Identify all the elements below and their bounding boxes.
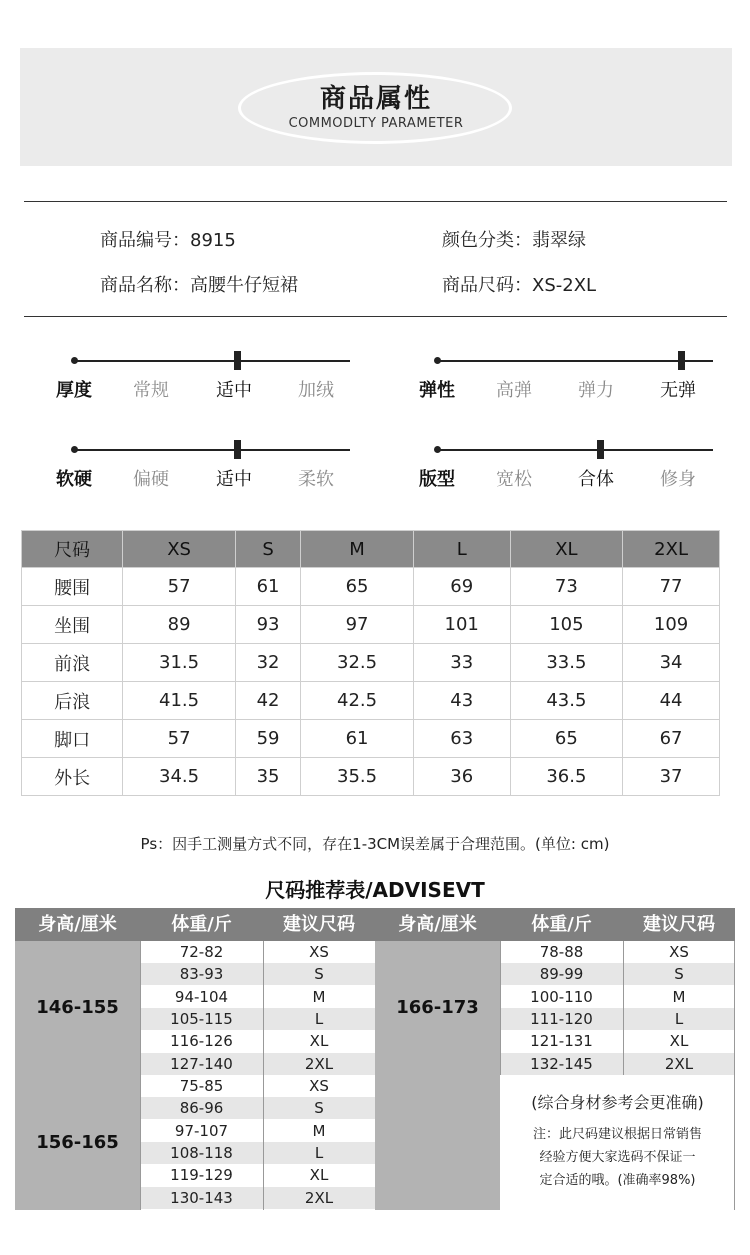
attribute-option: 常规 [133,380,169,401]
measurement-name: 腰围 [22,568,123,606]
slider-start-dot [434,357,441,364]
measurement-value: 65 [301,568,414,606]
weight-range: 72-82 [179,943,224,961]
measurement-value: 97 [301,606,414,644]
slider-track [437,449,713,451]
suggested-size: XS [309,1077,329,1095]
attribute-thickness [56,348,356,408]
slider-start-dot [71,357,78,364]
measurement-value: 33 [413,644,510,682]
item-name: 商品名称：高腰牛仔短裙 [100,275,298,296]
table-row [22,682,720,720]
measurement-note: Ps：因手工测量方式不同，存在1-3CM误差属于合理范围。(单位: cm) [140,835,610,853]
size-recommend-table [15,908,735,1210]
measurement-value: 63 [413,720,510,758]
suggested-size: XL [309,1166,329,1185]
attribute-option: 偏硬 [133,469,169,490]
attribute-label: 厚度 [56,380,92,401]
table-row [500,1008,735,1030]
measurement-value: 73 [510,568,623,606]
size-header-cell: XS [123,531,236,568]
measurement-value: 35 [235,758,300,796]
measurement-value: 41.5 [123,682,236,720]
suggested-size: M [312,987,326,1006]
recommend-tip-main: (综合身材参考会更准确) [531,1093,704,1112]
suggested-size: S [314,965,324,984]
measurement-value: 57 [123,568,236,606]
attribute-option: 无弹 [660,380,696,401]
table-row [22,568,720,606]
measurement-value: 59 [235,720,300,758]
table-row [140,1030,375,1052]
measurement-value: 33.5 [510,644,623,682]
attribute-option: 柔软 [298,469,334,490]
measurement-value: 61 [235,568,300,606]
weight-range: 121-131 [530,1032,593,1051]
measurement-name: 后浪 [22,682,123,720]
height-cell-empty [375,1075,500,1210]
weight-range: 105-115 [170,1009,233,1028]
weight-range: 94-104 [174,987,229,1006]
header-banner [20,48,732,166]
suggested-size: 2XL [304,1054,334,1073]
column-divider [263,941,264,1210]
recommend-header-cell: 体重/斤 [140,908,263,941]
table-row [140,1187,375,1209]
measurement-value: 32.5 [301,644,414,682]
suggested-size: S [314,1099,324,1118]
size-header-cell: 2XL [623,531,720,568]
suggested-size: XL [669,1032,689,1051]
weight-range: 132-145 [530,1054,593,1073]
attribute-hardness [56,437,356,497]
weight-range: 119-129 [170,1166,233,1185]
size-table-header-row [22,531,720,568]
recommend-header-cell: 建议尺码 [623,908,735,941]
measurement-value: 105 [510,606,623,644]
size-header-cell: L [413,531,510,568]
recommend-header-cell: 体重/斤 [500,908,623,941]
table-row [500,986,735,1008]
measurement-value: 57 [123,720,236,758]
weight-range: 127-140 [170,1054,233,1073]
attribute-option: 加绒 [298,380,334,401]
measurement-value: 109 [623,606,720,644]
suggested-size: L [314,1009,324,1028]
slider-knob [234,440,241,459]
slider-knob [597,440,604,459]
table-row [140,1120,375,1142]
table-row [22,720,720,758]
page-subtitle: COMMODLTY PARAMETER [288,116,464,131]
weight-range: 78-88 [539,943,584,961]
height-range: 166-173 [375,941,500,1075]
suggested-size: XS [309,943,329,961]
slider-knob [678,351,685,370]
table-row [500,1030,735,1052]
weight-range: 75-85 [179,1077,224,1095]
size-chart-table [21,530,720,796]
measurement-value: 61 [301,720,414,758]
recommend-header-cell: 身高/厘米 [375,908,500,941]
recommend-title: 尺码推荐表/ADVISEVT [265,878,485,902]
color-category: 颜色分类：翡翠绿 [442,230,586,251]
table-row [500,941,735,963]
height-range: 156-165 [15,1075,140,1210]
weight-range: 130-143 [170,1188,233,1207]
measurement-name: 前浪 [22,644,123,682]
weight-range: 108-118 [170,1143,233,1162]
suggested-size: M [672,987,686,1006]
attribute-option: 弹力 [578,380,614,401]
suggested-size: M [312,1121,326,1140]
weight-range: 89-99 [539,965,584,984]
measurement-name: 脚口 [22,720,123,758]
measurement-value: 34 [623,644,720,682]
measurement-value: 93 [235,606,300,644]
table-row [22,758,720,796]
measurement-value: 43.5 [510,682,623,720]
divider [24,316,727,317]
page-title: 商品属性 [319,84,432,114]
item-number: 商品编号：8915 [100,230,236,251]
weight-range: 111-120 [530,1009,593,1028]
divider [24,201,727,202]
measurement-value: 101 [413,606,510,644]
measurement-value: 42 [235,682,300,720]
weight-range: 83-93 [179,965,224,984]
table-row [140,986,375,1008]
table-row [140,963,375,985]
weight-range: 116-126 [170,1032,233,1051]
table-row [140,1164,375,1186]
size-header-cell: S [235,531,300,568]
table-row [140,1008,375,1030]
attribute-option: 宽松 [496,469,532,490]
weight-range: 100-110 [530,987,593,1006]
attribute-label: 弹性 [419,380,455,401]
attribute-option: 适中 [216,380,252,401]
attribute-option: 修身 [660,469,696,490]
measurement-value: 36 [413,758,510,796]
table-row [140,1053,375,1075]
table-row [22,606,720,644]
measurement-value: 65 [510,720,623,758]
slider-start-dot [434,446,441,453]
column-divider [140,941,141,1210]
attribute-option: 合体 [578,469,614,490]
slider-knob [234,351,241,370]
slider-track [74,449,350,451]
measurement-value: 37 [623,758,720,796]
attribute-option: 高弹 [496,380,532,401]
item-size: 商品尺码：XS-2XL [442,275,597,296]
slider-start-dot [71,446,78,453]
measurement-value: 44 [623,682,720,720]
measurement-value: 89 [123,606,236,644]
attribute-label: 版型 [419,469,455,490]
weight-range: 97-107 [174,1121,229,1140]
measurement-value: 67 [623,720,720,758]
table-row [500,963,735,985]
table-row [22,644,720,682]
suggested-size: 2XL [664,1054,694,1073]
size-header-cell: M [301,531,414,568]
measurement-value: 34.5 [123,758,236,796]
measurement-value: 35.5 [301,758,414,796]
column-divider [500,941,501,1075]
recommend-tip-line: 注：此尺码建议根据日常销售 [532,1127,702,1142]
size-header-cell: 尺码 [22,531,123,568]
attribute-label: 软硬 [56,469,92,490]
suggested-size: S [674,965,684,984]
measurement-value: 69 [413,568,510,606]
measurement-name: 坐围 [22,606,123,644]
suggested-size: XL [309,1032,329,1051]
measurement-value: 77 [623,568,720,606]
table-row [140,941,375,963]
suggested-size: L [314,1143,324,1162]
measurement-value: 43 [413,682,510,720]
suggested-size: 2XL [304,1188,334,1207]
weight-range: 86-96 [179,1099,224,1118]
attribute-elasticity [419,348,719,408]
measurement-value: 32 [235,644,300,682]
suggested-size: XS [669,943,689,961]
table-row [500,1053,735,1075]
attribute-option: 适中 [216,469,252,490]
recommend-tip-line: 经验方便大家选码不保证一 [539,1150,696,1165]
slider-track [437,360,713,362]
table-row [140,1075,375,1097]
measurement-value: 36.5 [510,758,623,796]
attribute-fit [419,437,719,497]
table-row [140,1097,375,1119]
recommend-header-cell: 建议尺码 [263,908,375,941]
height-range: 146-155 [15,941,140,1075]
measurement-name: 外长 [22,758,123,796]
table-row [140,1142,375,1164]
recommend-header-cell: 身高/厘米 [15,908,140,941]
column-divider [623,941,624,1075]
recommend-tip-line: 定合适的哦。(准确率98%) [539,1173,696,1188]
suggested-size: L [674,1009,684,1028]
slider-track [74,360,350,362]
measurement-value: 42.5 [301,682,414,720]
measurement-value: 31.5 [123,644,236,682]
size-header-cell: XL [510,531,623,568]
